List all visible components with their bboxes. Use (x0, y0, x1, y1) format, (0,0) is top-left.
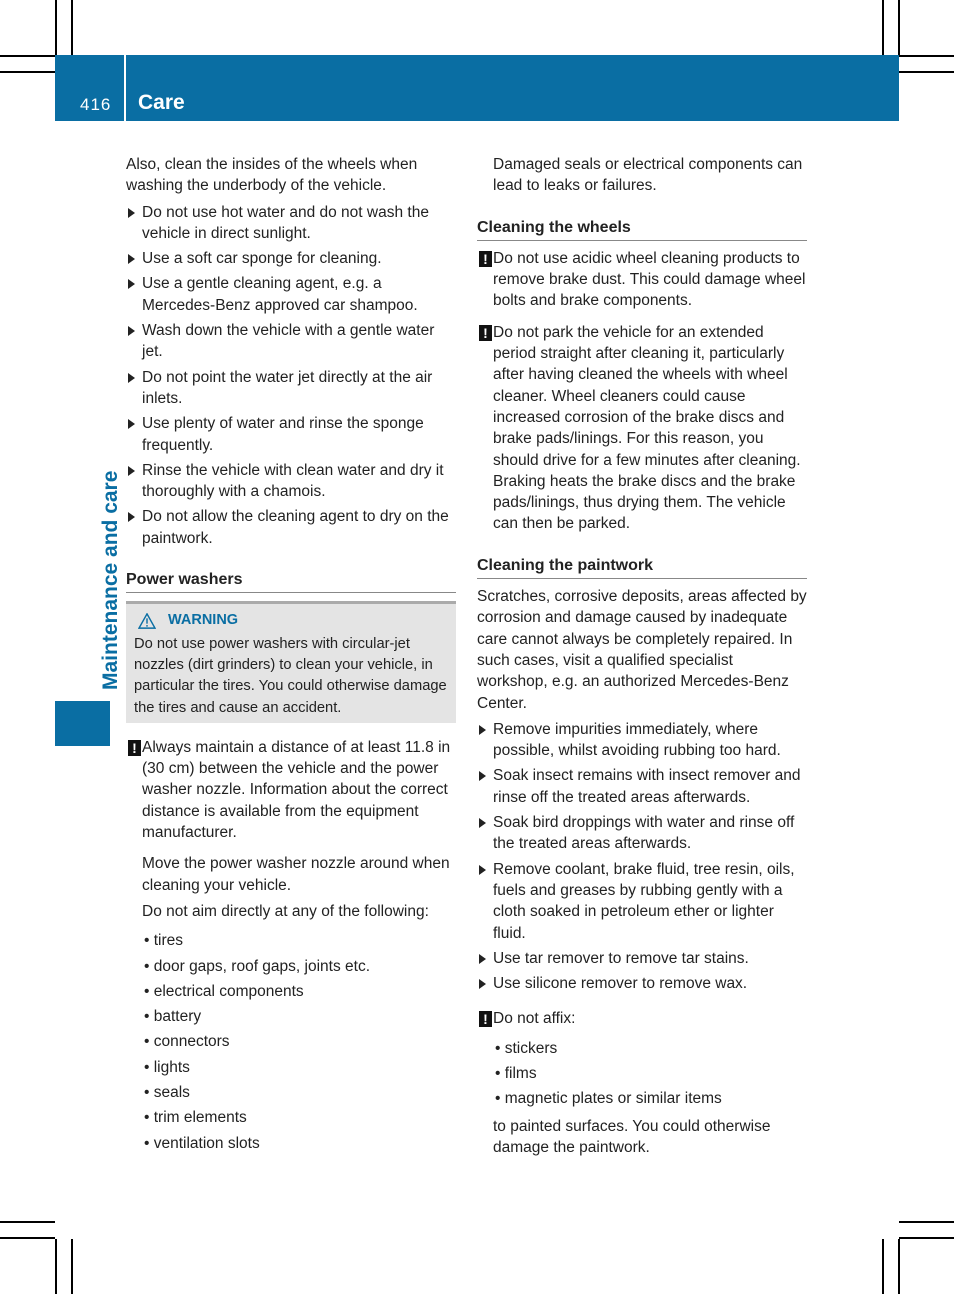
list-item: • tires (144, 932, 184, 950)
crop-mark (899, 55, 954, 57)
list-item: • trim elements (144, 1109, 247, 1127)
right-column (477, 154, 807, 1163)
instruction-step: Remove coolant, brake fluid, tree resin, oils, fuels and greases by rubbing gently with a cloth soaked in petroleum ether or lighter fluid. (477, 859, 807, 944)
header-divider (124, 55, 126, 121)
arrow-icon (128, 279, 135, 289)
page-number: 416 (80, 95, 112, 114)
arrow-icon (128, 208, 135, 218)
instruction-step: Rinse the vehicle with clean water and dry it thoroughly with a chamois. (126, 460, 456, 503)
instruction-step: Do not point the water jet directly at the air inlets. (126, 367, 456, 410)
warning-title: WARNING (138, 610, 448, 631)
instruction-step: Wash down the vehicle with a gentle water jet. (126, 320, 456, 363)
crop-mark (899, 71, 954, 73)
list-item: • battery (144, 1008, 202, 1026)
list-item: • ventilation slots (144, 1134, 260, 1152)
arrow-icon (128, 254, 135, 264)
caution-note: ! Do not affix: (477, 1008, 807, 1029)
crop-mark (71, 0, 73, 55)
instruction-step: Soak bird droppings with water and rinse off the treated areas afterwards. (477, 812, 807, 855)
crop-mark (0, 55, 55, 57)
list-item: • films (495, 1064, 537, 1082)
arrow-icon (479, 771, 486, 781)
list-item: • stickers (495, 1039, 558, 1057)
arrow-icon (128, 419, 135, 429)
side-tab-marker (55, 701, 110, 746)
crop-mark (898, 1239, 900, 1294)
arrow-icon (128, 512, 135, 522)
instruction-step: Use a soft car sponge for cleaning. (126, 248, 456, 269)
crop-mark (882, 0, 884, 55)
list-item: • connectors (144, 1033, 230, 1051)
cleaning-paintwork-heading: Cleaning the paintwork (477, 555, 807, 579)
caution-note: ! Always maintain a distance of at least 11.8 in (30 cm) between the vehicle and the power washer nozzle. Information about the correct distance is available from the equipment manufacturer. (126, 737, 456, 843)
side-tab-label: Maintenance and care (99, 470, 122, 690)
crop-mark (898, 0, 900, 55)
left-column (126, 154, 456, 1158)
exclamation-icon: ! (479, 251, 492, 267)
section-title: Care (138, 91, 185, 114)
note-paragraph: Move the power washer nozzle around when cleaning your vehicle. (142, 855, 450, 894)
continuation-paragraph: Damaged seals or electrical components can lead to leaks or failures. (493, 156, 803, 195)
instruction-step: Use a gentle cleaning agent, e.g. a Mercedes-Benz approved car shampoo. (126, 273, 456, 316)
caution-note: ! Do not park the vehicle for an extended period straight after cleaning it, particularly after having cleaned the wheels with wheel cleaner. Wheel cleaners could cause increased corrosion of the brake discs and brake pads/linings. For this reason, you should drive for a few minutes after cleaning. Braking heats the brake discs and the brake pads/linings, thus drying them. The vehicle can then be parked. (477, 322, 807, 535)
warning-text: Do not use power washers with circular-jet nozzles (dirt grinders) to clean your vehicle, in particular the tires. You could otherwise damage the tires and cause an accident. (134, 635, 447, 716)
arrow-icon (479, 954, 486, 964)
arrow-icon (479, 818, 486, 828)
arrow-icon (128, 466, 135, 476)
instruction-step: Do not use hot water and do not wash the vehicle in direct sunlight. (126, 202, 456, 245)
list-item: • lights (144, 1058, 190, 1076)
instruction-step: Remove impurities immediately, where possible, whilst avoiding rubbing too hard. (477, 719, 807, 762)
cleaning-wheels-heading: Cleaning the wheels (477, 217, 807, 241)
intro-paragraph: Also, clean the insides of the wheels when washing the underbody of the vehicle. (126, 156, 418, 195)
crop-mark (882, 1239, 884, 1294)
crop-mark (0, 1221, 55, 1223)
crop-mark (899, 1237, 954, 1239)
instruction-step: Use tar remover to remove tar stains. (477, 948, 807, 969)
crop-mark (55, 1239, 57, 1294)
arrow-icon (479, 865, 486, 875)
crop-mark (0, 71, 55, 73)
instruction-step: Soak insect remains with insect remover and rinse off the treated areas afterwards. (477, 765, 807, 808)
instruction-step: Do not allow the cleaning agent to dry on the paintwork. (126, 506, 456, 549)
warning-triangle-icon (138, 613, 156, 629)
instruction-step: Use silicone remover to remove wax. (477, 973, 807, 994)
crop-mark (899, 1221, 954, 1223)
crop-mark (55, 0, 57, 55)
exclamation-icon: ! (479, 325, 492, 341)
power-washers-heading: Power washers (126, 569, 456, 593)
arrow-icon (128, 373, 135, 383)
crop-mark (0, 1237, 55, 1239)
crop-mark (71, 1239, 73, 1294)
exclamation-icon: ! (479, 1011, 492, 1027)
list-item: • electrical components (144, 982, 304, 1000)
arrow-icon (128, 326, 135, 336)
list-item: • door gaps, roof gaps, joints etc. (144, 957, 371, 975)
list-item: • magnetic plates or similar items (495, 1090, 722, 1108)
note-paragraph: Do not aim directly at any of the following: (142, 902, 429, 920)
instruction-step: Use plenty of water and rinse the sponge frequently. (126, 413, 456, 456)
warning-box (126, 601, 456, 722)
arrow-icon (479, 725, 486, 735)
arrow-icon (479, 979, 486, 989)
affix-closing: to painted surfaces. You could otherwise damage the paintwork. (493, 1117, 771, 1156)
paint-intro: Scratches, corrosive deposits, areas affected by corrosion and damage caused by inadequate care cannot always be completely repaired. In such cases, visit a qualified specialist workshop, e.g. an authorized Mercedes-Benz Center. (477, 588, 807, 712)
exclamation-icon: ! (128, 740, 141, 756)
caution-note: ! Do not use acidic wheel cleaning products to remove brake dust. This could damage wheel bolts and brake components. (477, 248, 807, 312)
list-item: • seals (144, 1083, 190, 1101)
